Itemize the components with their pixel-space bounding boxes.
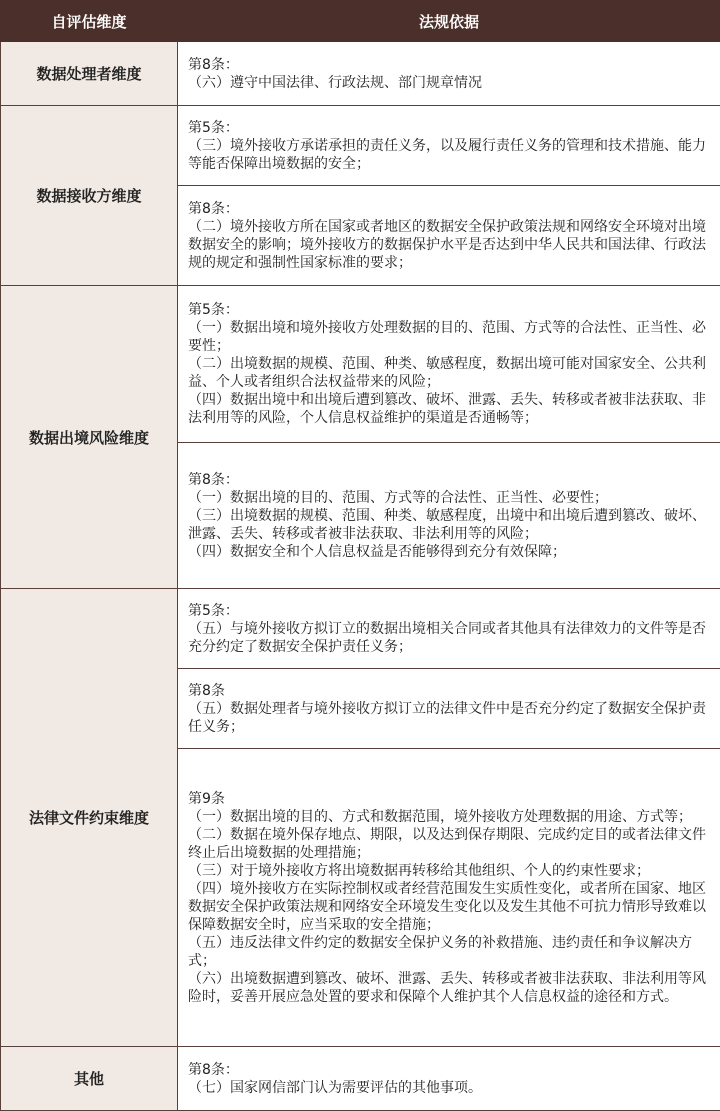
- clause-text: （五）违反法律文件约定的数据安全保护义务的补救措施、违约责任和争议解决方式；: [188, 934, 692, 969]
- basis-cell: [178, 589, 720, 669]
- clause-text: （六）出境数据遭到篡改、破坏、泄露、丢失、转移或者被非法获取、非法利用等风险时，妥善开展应急处置的要求和保障个人维护其个人信息权益的途径和方式。: [188, 970, 706, 1005]
- dimension-cell: 法律文件约束维度: [1, 589, 178, 1047]
- basis-cell: [178, 749, 720, 1047]
- dimension-cell: 数据接收方维度: [1, 106, 178, 286]
- basis-cell: [178, 443, 720, 589]
- clause-text: （五）数据处理者与境外接收方拟订立的法律文件中是否充分约定了数据安全保护责任义务；: [188, 700, 706, 735]
- article-label: 第8条：: [188, 1061, 239, 1078]
- clause-text: （六）遵守中国法律、行政法规、部门规章情况: [188, 74, 482, 91]
- clause-text: （四）数据出境中和出境后遭到篡改、破坏、泄露、丢失、转移或者被非法获取、非法利用等的风险，个人信息权益维护的渠道是否通畅等；: [188, 392, 706, 426]
- table-row: [1, 589, 720, 669]
- article-label: 第5条：: [188, 302, 239, 318]
- table-row: [1, 1047, 720, 1111]
- clause-text: （一）数据出境的目的、范围、方式等的合法性、正当性、必要性；: [188, 489, 608, 506]
- clause-text: （七）国家网信部门认为需要评估的其他事项。: [188, 1079, 482, 1096]
- basis-cell: [178, 106, 720, 186]
- clause-text: （三）出境数据的规模、范围、种类、敏感程度，出境中和出境后遭到篡改、破坏、泄露、丢失、转移或者被非法获取、非法利用等的风险；: [188, 507, 706, 542]
- clause-text: （三）对于境外接收方将出境数据再转移给其他组织、个人的约束性要求；: [188, 862, 650, 879]
- dimension-cell: 数据处理者维度: [1, 42, 178, 106]
- basis-cell: [178, 42, 720, 106]
- basis-cell: [178, 186, 720, 286]
- article-label: 第8条：: [188, 200, 239, 217]
- dimension-cell: 数据出境风险维度: [1, 286, 178, 589]
- dimension-cell: 其他: [1, 1047, 178, 1111]
- table-row: [1, 42, 720, 106]
- article-label: 第8条：: [188, 471, 239, 488]
- article-label: 第8条：: [188, 56, 239, 73]
- table-header-row: [1, 1, 720, 42]
- article-label: 第9条: [188, 790, 225, 807]
- article-label: 第5条：: [188, 602, 239, 619]
- clause-text: （五）与境外接收方拟订立的数据出境相关合同或者其他具有法律效力的文件等是否充分约定了数据安全保护责任义务；: [188, 620, 706, 655]
- clause-text: （一）数据出境的目的、方式和数据范围，境外接收方处理数据的用途、方式等；: [188, 808, 692, 825]
- clause-text: （四）数据安全和个人信息权益是否能够得到充分有效保障；: [188, 543, 566, 560]
- basis-cell: [178, 669, 720, 749]
- clause-text: （一）数据出境和境外接收方处理数据的目的、范围、方式等的合法性、正当性、必要性；: [188, 320, 706, 354]
- clause-text: （二）出境数据的规模、范围、种类、敏感程度，数据出境可能对国家安全、公共利益、个人或者组织合法权益带来的风险；: [188, 356, 706, 390]
- clause-text: （四）境外接收方在实际控制权或者经营范围发生实质性变化，或者所在国家、地区数据安全保护政策法规和网络安全环境发生变化以及发生其他不可抗力情形导致难以保障数据安全时，应当采取的安全措施；: [188, 880, 706, 933]
- article-label: 第8条: [188, 682, 225, 699]
- clause-text: （二）数据在境外保存地点、期限，以及达到保存期限、完成约定目的或者法律文件终止后出境数据的处理措施；: [188, 826, 706, 861]
- table-row: [1, 106, 720, 186]
- article-label: 第5条：: [188, 119, 239, 136]
- basis-cell: [178, 1047, 720, 1111]
- header-legal-basis: 法规依据: [178, 1, 720, 42]
- clause-text: （二）境外接收方所在国家或者地区的数据安全保护政策法规和网络安全环境对出境数据安全的影响；境外接收方的数据保护水平是否达到中华人民共和国法律、行政法规的规定和强制性国家标准的要求；: [188, 218, 706, 271]
- basis-cell: [178, 286, 720, 443]
- table-row: [1, 286, 720, 443]
- header-dimension: 自评估维度: [1, 1, 178, 42]
- clause-text: （三）境外接收方承诺承担的责任义务，以及履行责任义务的管理和技术措施、能力等能否保障出境数据的安全；: [188, 137, 706, 172]
